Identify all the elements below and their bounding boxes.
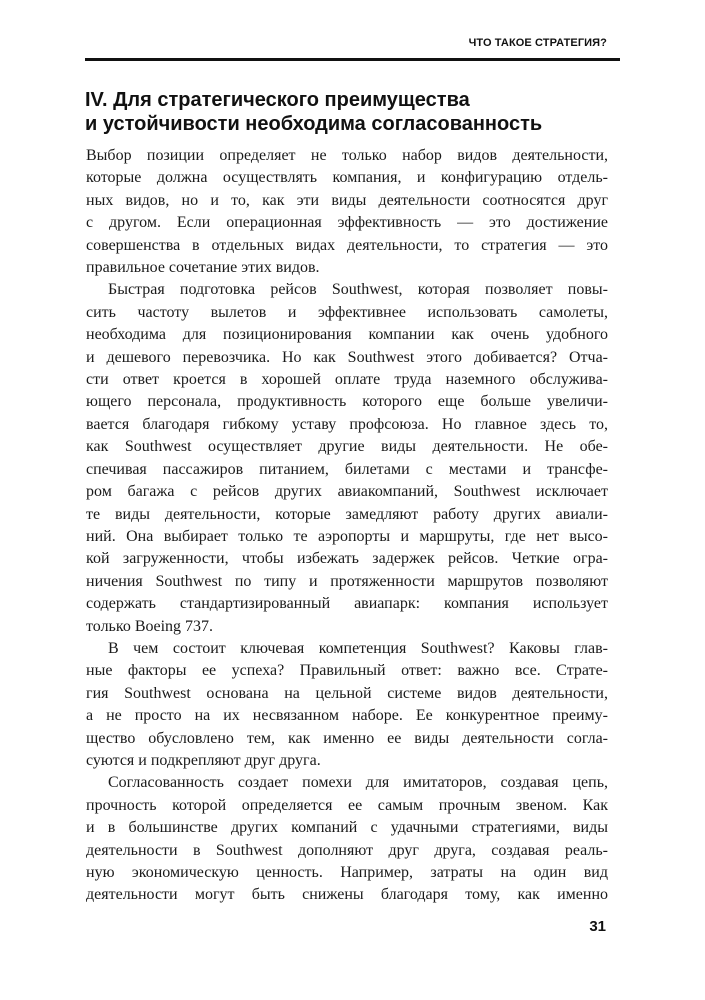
paragraph-line: ничения Southwest по типу и протяженности маршрутов позволяют bbox=[86, 572, 608, 590]
paragraph-line: ных видов, но и то, как эти виды деятельности соотносятся друг bbox=[86, 191, 608, 209]
paragraph bbox=[86, 772, 608, 906]
paragraph-line: содержать стандартизированный авиапарк: компания использует bbox=[86, 595, 608, 613]
paragraph-line: деятельности могут быть снижены благодаря тому, как именно bbox=[86, 886, 608, 904]
header-rule bbox=[85, 58, 620, 61]
paragraph-line: кой загруженности, чтобы избежать задержек рейсов. Четкие огра- bbox=[86, 550, 608, 568]
paragraph-line: и в большинстве других компаний с удачными стратегиями, виды bbox=[86, 819, 608, 837]
body-text bbox=[86, 145, 608, 907]
paragraph-line: ющего персонала, продуктивность которого еще больше увеличи- bbox=[86, 393, 608, 411]
paragraph-line: а не просто на их несвязанном наборе. Ее конкурентное преиму- bbox=[86, 707, 608, 725]
section-title bbox=[85, 88, 605, 136]
paragraph-line: Согласованность создает помехи для имитаторов, создавая цепь, bbox=[108, 774, 608, 792]
paragraph-line: щество обусловлено тем, как именно ее виды деятельности согла- bbox=[86, 729, 608, 747]
running-header: ЧТО ТАКОЕ СТРАТЕГИЯ? bbox=[468, 37, 607, 49]
paragraph-line: которые должна осуществлять компания, и конфигурацию отдель- bbox=[86, 169, 608, 187]
paragraph-line: только Boeing 737. bbox=[86, 617, 214, 635]
section-title-line: и устойчивости необходима согласованность bbox=[85, 113, 543, 135]
paragraph-line: сить частоту вылетов и эффективнее использовать самолеты, bbox=[86, 303, 608, 321]
paragraph-line: прочность которой определяется ее самым прочным звеном. Как bbox=[86, 796, 608, 814]
paragraph-line: ные факторы ее успеха? Правильный ответ: важно все. Страте- bbox=[86, 662, 608, 680]
paragraph-line: и дешевого перевозчика. Но как Southwest этого добивается? Отча- bbox=[86, 348, 608, 366]
paragraph-line: необходима для позиционирования компании как очень удобного bbox=[86, 326, 608, 344]
paragraph-line: с другом. Если операционная эффективность — это достижение bbox=[86, 214, 608, 232]
paragraph-line: гия Southwest основана на цельной системе видов деятельности, bbox=[86, 684, 608, 702]
paragraph-line: как Southwest осуществляет другие виды деятельности. Не обе- bbox=[86, 438, 608, 456]
paragraph-line: сти ответ кроется в хорошей оплате труда наземного обслужива- bbox=[86, 371, 608, 389]
section-title-line: IV. Для стратегического преимущества bbox=[85, 89, 470, 111]
paragraph bbox=[86, 145, 608, 279]
paragraph-line: вается благодаря гибкому уставу профсоюза. Но главное здесь то, bbox=[86, 415, 608, 433]
paragraph-line: совершенства в отдельных видах деятельности, то стратегия — это bbox=[86, 236, 608, 254]
paragraph bbox=[86, 279, 608, 638]
paragraph-line: деятельности в Southwest дополняют друг друга, создавая реаль- bbox=[86, 841, 608, 859]
paragraph-line: правильное сочетание этих видов. bbox=[86, 259, 320, 277]
paragraph-line: ний. Она выбирает только те аэропорты и маршруты, где нет высо- bbox=[86, 527, 608, 545]
paragraph-line: Выбор позиции определяет не только набор видов деятельности, bbox=[86, 147, 608, 164]
paragraph bbox=[86, 638, 608, 772]
paragraph-line: те виды деятельности, которые замедляют работу других авиали- bbox=[86, 505, 608, 523]
paragraph-line: Быстрая подготовка рейсов Southwest, которая позволяет повы- bbox=[108, 281, 608, 299]
paragraph-line: суются и подкрепляют друг друга. bbox=[86, 751, 321, 769]
paragraph-line: спечивая пассажиров питанием, билетами с местами и трансфе- bbox=[86, 460, 608, 478]
paragraph-line: ную экономическую ценность. Например, затраты на один вид bbox=[86, 864, 608, 881]
page-number: 31 bbox=[589, 918, 606, 935]
paragraph-line: ром багажа с рейсов других авиакомпаний, Southwest исключает bbox=[86, 483, 608, 501]
paragraph-line: В чем состоит ключевая компетенция Southwest? Каковы глав- bbox=[108, 639, 608, 657]
